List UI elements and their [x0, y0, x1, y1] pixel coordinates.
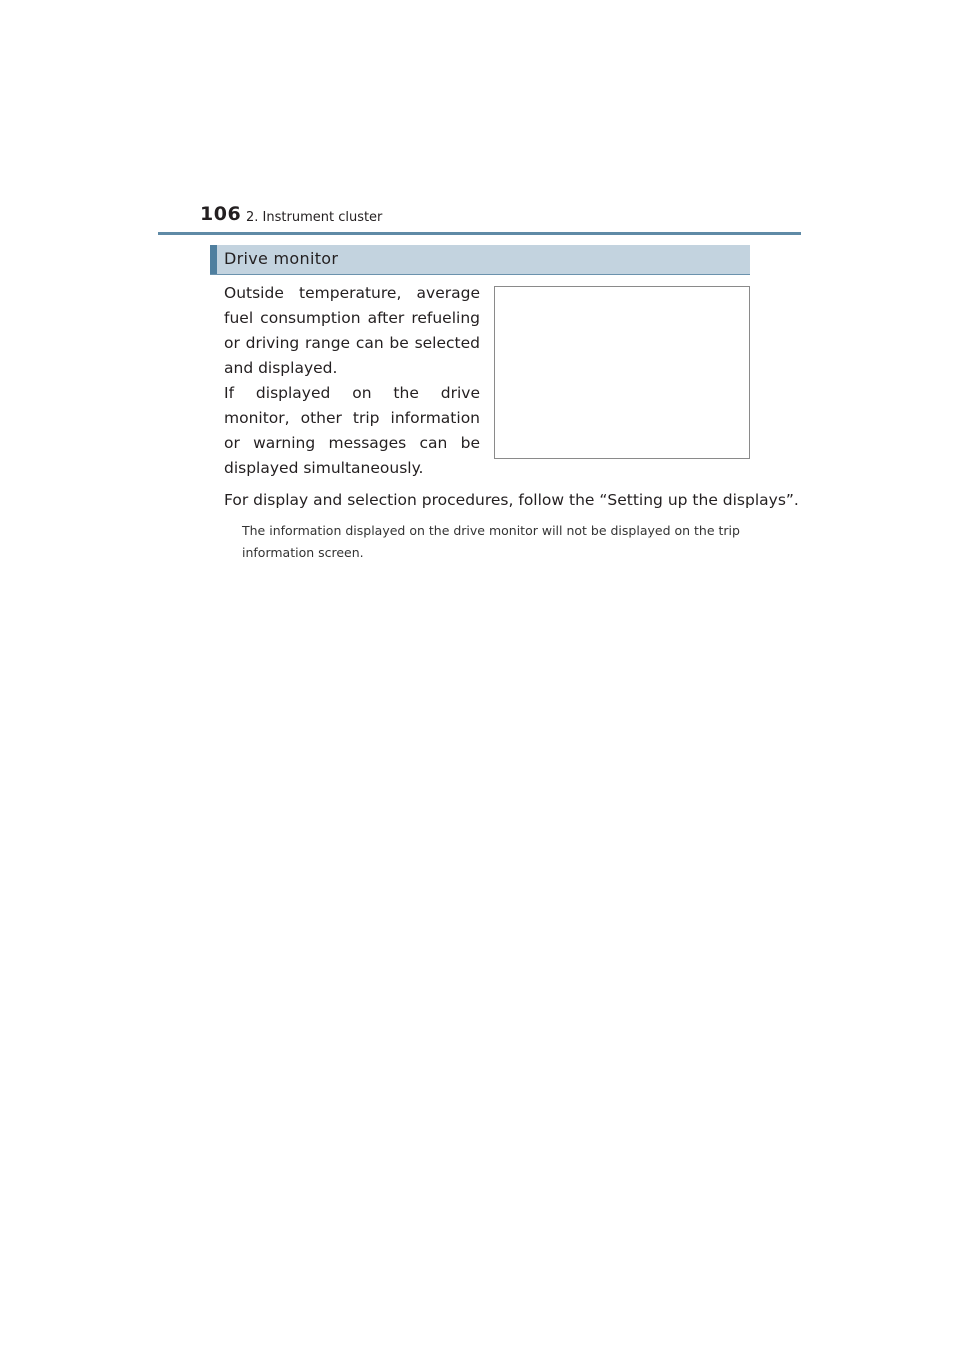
header-rule: [158, 232, 801, 235]
heading-accent: [210, 245, 217, 274]
body-text-column: [224, 281, 480, 481]
paragraph-3: For display and selection procedures, follow the “Setting up the displays”.: [224, 491, 799, 509]
illustration-frame: [494, 286, 750, 459]
section-title: 2. Instrument cluster: [246, 210, 383, 225]
heading-title: Drive monitor: [224, 249, 339, 268]
heading-bar: [210, 245, 750, 275]
page-number: 106: [200, 203, 242, 225]
paragraph-1: Outside temperature, average fuel consumption after refueling or driving range can be selected and displayed.: [224, 284, 480, 377]
note-text: The information displayed on the drive monitor will not be displayed on the trip information screen.: [242, 523, 740, 560]
paragraph-2: If displayed on the drive monitor, other trip information or warning messages can be displayed simultaneously.: [224, 384, 480, 477]
